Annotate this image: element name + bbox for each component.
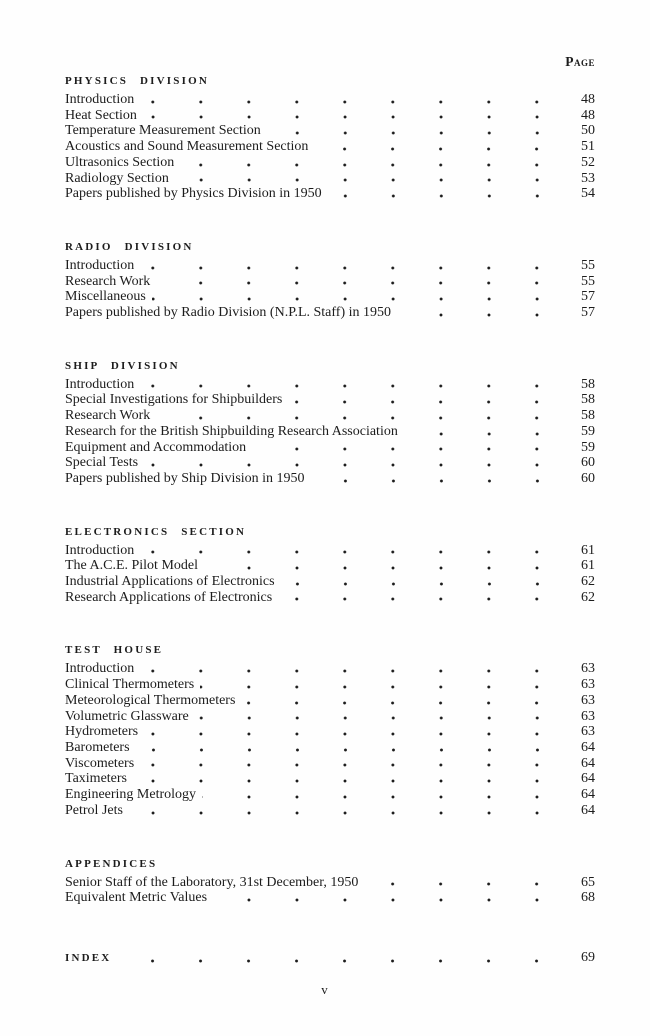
toc-entry-title: Clinical Thermometers	[65, 677, 195, 693]
toc-section	[65, 857, 595, 906]
toc-entry-row	[65, 740, 595, 756]
toc-entry-row	[65, 274, 595, 290]
dot-leader	[404, 424, 569, 440]
toc-entry-page-number: 59	[581, 439, 595, 455]
dot-leader	[311, 471, 569, 487]
toc-entry-page-number: 53	[581, 170, 595, 186]
section-heading: SHIP DIVISION	[65, 359, 180, 372]
dot-leader	[129, 803, 569, 819]
dot-leader	[278, 590, 569, 606]
toc-entry-page-number: 61	[581, 542, 595, 558]
toc-entry-title: Acoustics and Sound Measurement Section	[65, 139, 309, 155]
toc-entry-title: Introduction	[65, 92, 135, 107]
toc-entry-page-number: 52	[581, 154, 595, 170]
toc-section	[65, 240, 595, 321]
toc-entry-row	[65, 108, 595, 124]
toc-entry-page-number: 64	[581, 771, 595, 787]
toc-entry-page-number: 64	[581, 802, 595, 818]
toc-entry-title: Ultrasonics Section	[65, 154, 175, 170]
toc-entry-title: Research for the British Shipbuilding Research Association	[65, 423, 398, 439]
dot-leader	[144, 455, 569, 471]
toc-entry-row	[65, 890, 595, 906]
section-heading: RADIO DIVISION	[65, 240, 194, 253]
toc-entry-title: Meteorological Thermometers	[65, 692, 236, 708]
toc-entry-title: Petrol Jets	[65, 802, 123, 818]
toc-entry-title: Research Applications of Electronics	[65, 589, 273, 605]
dot-leader	[152, 289, 569, 305]
dot-leader	[133, 771, 569, 787]
toc-entry-page-number: 57	[581, 305, 595, 321]
dot-leader	[314, 139, 569, 155]
toc-entry-row	[65, 392, 595, 408]
toc-entry-row	[65, 709, 595, 725]
toc-entry-row	[65, 377, 595, 393]
toc-entry-page-number: 63	[581, 677, 595, 693]
toc-entry-page-number: 60	[581, 470, 595, 486]
toc-entry-row	[65, 92, 595, 108]
toc-entry-row	[65, 574, 595, 590]
toc-entry-page-number: 63	[581, 724, 595, 740]
toc-entry-title: Volumetric Glassware	[65, 708, 189, 724]
dot-leader	[200, 677, 569, 693]
toc-entry-page-number: 64	[581, 787, 595, 803]
toc-entry-page-number: 58	[581, 408, 595, 424]
toc-entry-title: Special Tests	[65, 455, 139, 471]
toc-entry-row	[65, 424, 595, 440]
toc-entry-title: Papers published by Physics Division in 1950	[65, 186, 322, 202]
toc-entry-title: Research Work	[65, 273, 151, 289]
dot-leader	[175, 171, 569, 187]
toc-section	[65, 74, 595, 202]
toc-entry-page-number: 62	[581, 574, 595, 590]
toc-entry-title: Industrial Applications of Electronics	[65, 574, 275, 590]
page-column-header: Page	[565, 54, 595, 69]
toc-entry-row	[65, 756, 595, 772]
toc-entry-title: Taximeters	[65, 771, 127, 787]
toc-entry-row	[65, 543, 595, 559]
toc-entry-title: Introduction	[65, 542, 135, 558]
toc-entry-page-number: 48	[581, 107, 595, 123]
dot-leader	[140, 756, 569, 772]
dot-leader	[288, 392, 569, 408]
toc-entry-page-number: 60	[581, 455, 595, 471]
toc-entry-title: Introduction	[65, 376, 135, 392]
toc-entry-page-number: 58	[581, 376, 595, 392]
toc-entry-title: The A.C.E. Pilot Model	[65, 558, 198, 574]
toc-entry-title: Senior Staff of the Laboratory, 31st December, 1950	[65, 874, 359, 890]
dot-leader	[144, 724, 569, 740]
toc-entry-title: Introduction	[65, 661, 135, 677]
toc-section	[65, 359, 595, 487]
toc-entry-row	[65, 123, 595, 139]
toc-entry-page-number: 58	[581, 392, 595, 408]
toc-entry-row	[65, 289, 595, 305]
dot-leader	[397, 305, 569, 321]
toc-entry-row	[65, 455, 595, 471]
dot-leader	[241, 693, 569, 709]
toc-entry-row	[65, 677, 595, 693]
dot-leader	[213, 890, 569, 906]
toc-entry-page-number: 64	[581, 755, 595, 771]
toc-entry-row	[65, 408, 595, 424]
dot-leader	[140, 92, 569, 108]
dot-leader	[281, 574, 569, 590]
dot-leader	[140, 543, 569, 559]
dot-leader	[202, 787, 569, 803]
toc-entry-title: Radiology Section	[65, 170, 169, 186]
toc-entry-row	[65, 590, 595, 606]
toc-entry-row	[65, 186, 595, 202]
toc-entry-row	[65, 787, 595, 803]
toc-entry-title: Hydrometers	[65, 724, 139, 740]
toc-entry-page-number: 54	[581, 186, 595, 202]
section-heading: APPENDICES	[65, 857, 158, 870]
section-heading: TEST HOUSE	[65, 644, 164, 657]
toc-section	[65, 643, 595, 818]
toc-entry-page-number: 63	[581, 692, 595, 708]
toc-entry-title: Papers published by Ship Division in 1950	[65, 470, 305, 486]
dot-leader	[140, 258, 569, 274]
dot-leader	[156, 274, 569, 290]
toc-entry-page-number: 61	[581, 558, 595, 574]
toc-entry-row	[65, 693, 595, 709]
toc-entry-page-number: 69	[581, 949, 595, 965]
toc-entry-title: Viscometers	[65, 755, 135, 771]
toc-entry-row	[65, 803, 595, 819]
toc-entry-page-number: 64	[581, 739, 595, 755]
dot-leader	[364, 875, 569, 891]
toc-entry-title: Temperature Measurement Section	[65, 123, 261, 139]
toc-entry-row	[65, 875, 595, 891]
toc-sections	[65, 74, 595, 967]
dot-leader	[204, 558, 569, 574]
toc-entry-row	[65, 471, 595, 487]
toc-entry-row	[65, 440, 595, 456]
toc-entry-title: Introduction	[65, 257, 135, 273]
toc-entry-page-number: 48	[581, 92, 595, 107]
folio-page-number: v	[321, 982, 329, 997]
toc-entry-row	[65, 171, 595, 187]
toc-entry-row	[65, 258, 595, 274]
toc-entry-row	[65, 139, 595, 155]
dot-leader	[117, 950, 569, 967]
toc-entry-row	[65, 771, 595, 787]
dot-leader	[252, 440, 569, 456]
toc-entry-title: Barometers	[65, 739, 130, 755]
dot-leader	[143, 108, 569, 124]
dot-leader	[140, 377, 569, 393]
dot-leader	[267, 123, 569, 139]
toc-entry-title: Papers published by Radio Division (N.P.L. Staff) in 1950	[65, 305, 392, 321]
toc-entry-page-number: 55	[581, 273, 595, 289]
toc-entry-page-number: 50	[581, 123, 595, 139]
toc-entry-row	[65, 305, 595, 321]
dot-leader	[195, 709, 569, 725]
toc-entry-title: Research Work	[65, 408, 151, 424]
toc-entry-title: Equipment and Accommodation	[65, 439, 247, 455]
toc-entry-page-number: 63	[581, 661, 595, 677]
section-heading: ELECTRONICS SECTION	[65, 525, 247, 538]
toc-entry-page-number: 51	[581, 139, 595, 155]
toc-entry-title: INDEX	[65, 951, 112, 964]
toc-entry-row	[65, 558, 595, 574]
toc-entry-title: Equivalent Metric Values	[65, 890, 208, 906]
toc-entry-row	[65, 724, 595, 740]
dot-leader	[156, 408, 569, 424]
dot-leader	[328, 186, 569, 202]
toc-entry-page-number: 68	[581, 890, 595, 906]
toc-entry-title: Special Investigations for Shipbuilders	[65, 392, 283, 408]
dot-leader	[140, 661, 569, 677]
toc-entry-page-number: 63	[581, 708, 595, 724]
toc-section	[65, 950, 595, 967]
section-heading: PHYSICS DIVISION	[65, 75, 209, 87]
toc-entry-page-number: 55	[581, 257, 595, 273]
toc-entry-page-number: 57	[581, 289, 595, 305]
toc-entry-row	[65, 950, 595, 967]
toc-entry-page-number: 59	[581, 423, 595, 439]
toc-entry-row	[65, 661, 595, 677]
dot-leader	[136, 740, 569, 756]
toc-entry-title: Miscellaneous	[65, 289, 146, 305]
dot-leader	[180, 155, 569, 171]
toc-entry-row	[65, 155, 595, 171]
toc-entry-page-number: 65	[581, 874, 595, 890]
toc-section	[65, 525, 595, 606]
toc-entry-page-number: 62	[581, 589, 595, 605]
toc-entry-title: Heat Section	[65, 107, 137, 123]
toc-entry-title: Engineering Metrology	[65, 787, 197, 803]
